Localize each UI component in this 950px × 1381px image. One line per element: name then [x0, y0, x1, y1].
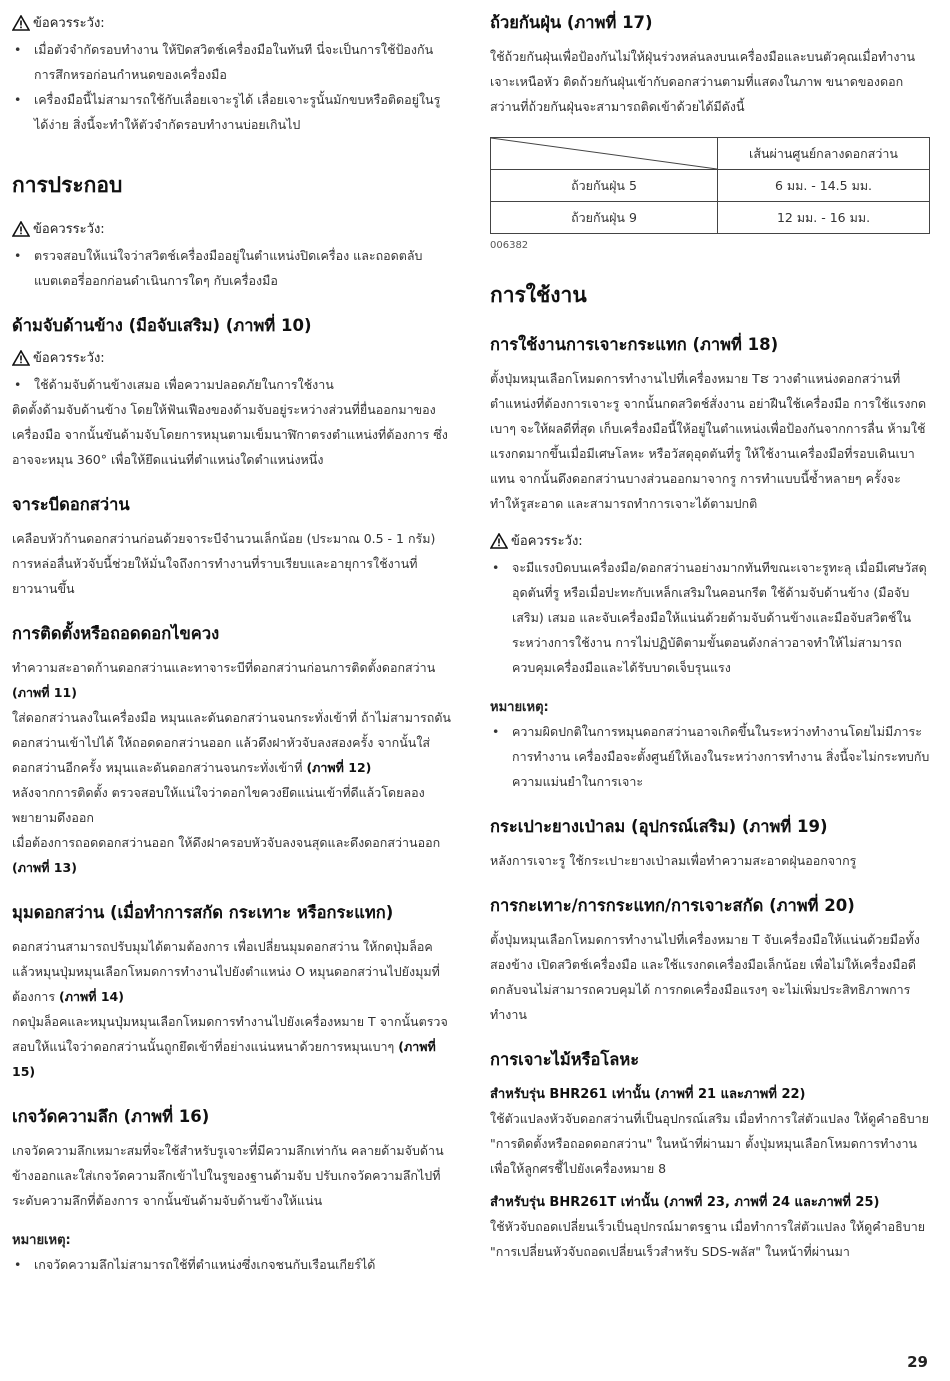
list-item: • จะมีแรงบิดบนเครื่องมือ/ดอกสว่านอย่างมากทันทีขณะเจาะรูทะลุ เมื่อมีเศษวัสดุอุดตันที่รู หรือเมื่อปะทะกับเหล็กเสริมในคอนกรีต ใช้ด้ามจับด้านข้าง (มือจับเสริม) เสมอ และจับเครื่องมือให้แน่นด้วยด้ามจับด้านข้างและมือจับสวิตช์ในระหว่างการใช้งาน การไม่ปฏิบัติตามขั้นตอนดังกล่าวอาจทำให้ไม่สามารถควบคุมเครื่องมือและได้รับบาดเจ็บรุนแรง	[490, 555, 930, 680]
install-bit-title: การติดตั้งหรือถอดดอกไขควง	[12, 624, 220, 643]
model-bhr261-title: สำหรับรุ่น BHR261 เท่านั้น (ภาพที่ 21 และภาพที่ 22)	[490, 1087, 806, 1102]
hammer-title: การใช้งานการเจาะกระแทก (ภาพที่ 18)	[490, 335, 779, 354]
caution-heading	[12, 347, 452, 368]
table-cell: ถ้วยกันฝุ่น 5	[491, 170, 718, 202]
note-label: หมายเหตุ:	[12, 1233, 71, 1248]
depth-gauge-text: เกจวัดความลึกเหมาะสมที่จะใช้สำหรับรูเจาะที่มีความลึกเท่ากัน คลายด้ามจับด้านข้างออกและใส่เกจวัดความลึกเข้าไปในรูของฐานด้ามจับ ปรับเกจวัดความลึกไปที่ระดับความลึกที่ต้องการ จากนั้นขันด้ามจับด้านข้างให้แน่น	[12, 1143, 444, 1208]
table-row	[491, 170, 930, 202]
table-header-cell: เส้นผ่านศูนย์กลางดอกสว่าน	[718, 138, 930, 170]
page-number: 29	[907, 1353, 928, 1371]
caution-list	[12, 372, 452, 397]
install-bit-paragraph: ใส่ดอกสว่านลงในเครื่องมือ หมุนและดันดอกสว่านจนกระทั่งเข้าที่ ถ้าไม่สามารถดันดอกสว่านเข้าไปได้ ให้ถอดดอกสว่านออก แล้วดึงฝาหัวจับลงสองครั้ง จากนั้นใส่ดอกสว่านอีกครั้ง หมุนและดันดอกสว่านจนกระทั่งเข้าที่ (ภาพที่ 12)	[12, 710, 451, 775]
dust-cup-title: ถ้วยกันฝุ่น (ภาพที่ 17)	[490, 13, 653, 32]
bit-angle-title: มุมดอกสว่าน (เมื่อทำการสกัด กระเทาะ หรือกระแทก)	[12, 903, 394, 922]
list-item: • เกจวัดความลึกไม่สามารถใช้ที่ตำแหน่งซึ่งเกจชนกับเรือนเกียร์ได้	[12, 1252, 452, 1277]
model-bhr261t-text: ใช้หัวจับถอดเปลี่ยนเร็วเป็นอุปกรณ์มาตรฐาน เมื่อทำการใส่ตัวแปลง ให้ดูคำอธิบาย "การเปลี่ยนหัวจับถอดเปลี่ยนเร็วสำหรับ SDS-พลัส" ในหน้าที่ผ่านมา	[490, 1219, 926, 1259]
right-column	[490, 10, 930, 1264]
warning-triangle-icon	[12, 350, 30, 366]
hammer-text: ตั้งปุ่มหมุนเลือกโหมดการทำงานไปที่เครื่องหมาย Tຮ วางตำแหน่งดอกสว่านที่ตำแหน่งที่ต้องการเจาะรู จากนั้นกดสวิตช์สั่งงาน อย่าฝืนใช้เครื่องมือ การใช้แรงกดเบาๆ จะให้ผลดีที่สุด เก็บเครื่องมือนี้ให้อยู่ในตำแหน่งเพื่อป้องกันจากการลื่น ห้ามใช้แรงกดมากขึ้นเมื่อมีเศษโลหะ หรือวัสดุอุดตันที่รู ให้ใช้งานเครื่องมือที่รอบเดินเบาแทน จากนั้นดึงดอกสว่านบางส่วนออกมาจากรู การทำแบบนี้ซ้ำหลายๆ ครั้งจะทำให้รูสะอาด และสามารถทำการเจาะได้ตามปกติ	[490, 371, 927, 511]
dust-cup-text: ใช้ถ้วยกันฝุ่นเพื่อป้องกันไม่ให้ฝุ่นร่วงหล่นลงบนเครื่องมือและบนตัวคุณเมื่อทำงานเจาะเหนือหัว ติดถ้วยกันฝุ่นเข้ากับดอกสว่านตามที่แสดงในภาพ ขนาดของดอกสว่านที่ถ้วยกันฝุ่นจะสามารถติดเข้าด้วยได้มีดังนี้	[490, 49, 916, 114]
list-item: • ความผิดปกติในการหมุนดอกสว่านอาจเกิดขึ้นในระหว่างทำงานโดยไม่มีภาระการทำงาน เครื่องมือจะตั้งศูนย์ให้เองในระหว่างการทำงาน สิ่งนี้จะไม่กระทบกับความแม่นยำในการเจาะ	[490, 719, 930, 794]
blow-bulb-title: กระเปาะยางเป่าลม (อุปกรณ์เสริม) (ภาพที่ 19)	[490, 817, 828, 836]
note-label: หมายเหตุ:	[490, 700, 549, 715]
warning-triangle-icon	[12, 221, 30, 237]
list-item: • เมื่อตัวจำกัดรอบทำงาน ให้ปิดสวิตช์เครื่องมือในทันที นี่จะเป็นการใช้ป้องกันการสึกหรอก่อนกำหนดของเครื่องมือ	[12, 37, 452, 87]
side-grip-text: ติดตั้งด้ามจับด้านข้าง โดยให้ฟันเฟืองของด้ามจับอยู่ระหว่างส่วนที่ยื่นออกมาของเครื่องมือ จากนั้นขันด้ามจับโดยการหมุนตามเข็มนาฬิกาตรงตำแหน่งที่ต้องการ ซึ่งอาจจะหมุน 360° เพื่อให้ยึดแน่นที่ตำแหน่งใดตำแหน่งหนึ่ง	[12, 402, 448, 467]
caution-list	[12, 243, 452, 293]
figure-code: 006382	[490, 240, 529, 251]
table-cell: 6 มม. - 14.5 มม.	[718, 170, 930, 202]
model-bhr261t-title: สำหรับรุ่น BHR261T เท่านั้น (ภาพที่ 23, ภาพที่ 24 และภาพที่ 25)	[490, 1195, 880, 1210]
diagonal-line	[491, 138, 717, 169]
caution-list	[12, 37, 452, 137]
install-bit-paragraph: เมื่อต้องการถอดดอกสว่านออก ให้ดึงฝาครอบหัวจับลงจนสุดและดึงดอกสว่านออก (ภาพที่ 13)	[12, 835, 441, 875]
caution-list	[490, 555, 930, 680]
blow-bulb-text: หลังการเจาะรู ใช้กระเปาะยางเป่าลมเพื่อทำความสะอาดฝุ่นออกจากรู	[490, 853, 857, 868]
warning-triangle-icon	[12, 15, 30, 31]
list-item: • ตรวจสอบให้แน่ใจว่าสวิตช์เครื่องมืออยู่ในตำแหน่งปิดเครื่อง และถอดตลับแบตเตอรี่ออกก่อนดำเนินการใดๆ กับเครื่องมือ	[12, 243, 452, 293]
assembly-title: การประกอบ	[12, 173, 123, 197]
caution-heading	[12, 12, 452, 33]
chipping-text: ตั้งปุ่มหมุนเลือกโหมดการทำงานไปที่เครื่องหมาย T จับเครื่องมือให้แน่นด้วยมือทั้งสองข้าง เปิดสวิตช์เครื่องมือ และใช้แรงกดเครื่องมือเล็กน้อย เพื่อไม่ให้เครื่องมือดีดกลับจนไม่สามารถควบคุมได้ การกดเครื่องมือแรงๆ จะไม่เพิ่มประสิทธิภาพการทำงาน	[490, 932, 920, 1022]
caution-label: ข้อควรระวัง:	[511, 534, 583, 549]
caution-label: ข้อควรระวัง:	[33, 16, 105, 31]
caution-label: ข้อควรระวัง:	[33, 222, 105, 237]
operation-title: การใช้งาน	[490, 283, 587, 307]
note-list	[490, 719, 930, 794]
warning-triangle-icon	[490, 533, 508, 549]
grease-text: เคลือบหัวก้านดอกสว่านก่อนด้วยจาระบีจำนวนเล็กน้อย (ประมาณ 0.5 - 1 กรัม) การหล่อลื่นหัวจับนี้ช่วยให้มั่นใจถึงการทำงานที่ราบเรียบและอายุการใช้งานที่ยาวนานขึ้น	[12, 531, 436, 596]
bit-angle-paragraph: ดอกสว่านสามารถปรับมุมได้ตามต้องการ เพื่อเปลี่ยนมุมดอกสว่าน ให้กดปุ่มล็อคแล้วหมุนปุ่มหมุนเลือกโหมดการทำงานไปยังตำแหน่ง O หมุนดอกสว่านไปยังมุมที่ต้องการ (ภาพที่ 14)	[12, 939, 440, 1004]
note-list	[12, 1252, 452, 1277]
bit-angle-paragraph: กดปุ่มล็อคและหมุนปุ่มหมุนเลือกโหมดการทำงานไปยังเครื่องหมาย T จากนั้นตรวจสอบให้แน่ใจว่าดอกสว่านนั้นถูกยึดเข้าที่อย่างแน่นหนาด้วยการหมุนเบาๆ (ภาพที่ 15)	[12, 1014, 448, 1079]
side-grip-title: ด้ามจับด้านข้าง (มือจับเสริม) (ภาพที่ 10)	[12, 316, 312, 335]
install-bit-paragraph: หลังจากการติดตั้ง ตรวจสอบให้แน่ใจว่าดอกไขควงยึดแน่นเข้าที่ดีแล้วโดยลองพยายามดึงออก	[12, 785, 425, 825]
chipping-title: การกะเทาะ/การกระแทก/การเจาะสกัด (ภาพที่ 20)	[490, 896, 855, 915]
caution-heading	[12, 218, 452, 239]
grease-title: จาระบีดอกสว่าน	[12, 495, 130, 514]
caution-heading	[490, 530, 930, 551]
list-item: • เครื่องมือนี้ไม่สามารถใช้กับเลื่อยเจาะรูได้ เลื่อยเจาะรูนั้นมักขบหรือติดอยู่ในรูได้ง่าย สิ่งนี้จะทำให้ตัวจำกัดรอบทำงานบ่อยเกินไป	[12, 87, 452, 137]
table-row	[491, 138, 930, 170]
dust-cup-table	[490, 137, 930, 234]
left-column	[12, 10, 452, 1277]
list-item: • ใช้ด้ามจับด้านข้างเสมอ เพื่อความปลอดภัยในการใช้งาน	[12, 372, 452, 397]
caution-label: ข้อควรระวัง:	[33, 351, 105, 366]
install-bit-paragraph: ทำความสะอาดก้านดอกสว่านและทาจาระบีที่ดอกสว่านก่อนการติดตั้งดอกสว่าน (ภาพที่ 11)	[12, 660, 436, 700]
table-row	[491, 202, 930, 234]
model-bhr261-text: ใช้ตัวแปลงหัวจับดอกสว่านที่เป็นอุปกรณ์เสริม เมื่อทำการใส่ตัวแปลง ให้ดูคำอธิบาย "การติดตั้งหรือถอดดอกสว่าน" ในหน้าที่ผ่านมา ตั้งปุ่มหมุนเลือกโหมดการทำงานเพื่อให้ลูกศรชี้ไปยังเครื่องหมาย 8	[490, 1111, 929, 1176]
depth-gauge-title: เกจวัดความลึก (ภาพที่ 16)	[12, 1107, 210, 1126]
table-corner-cell	[491, 138, 718, 170]
wood-metal-title: การเจาะไม้หรือโลหะ	[490, 1050, 640, 1069]
table-cell: ถ้วยกันฝุ่น 9	[491, 202, 718, 234]
table-cell: 12 มม. - 16 มม.	[718, 202, 930, 234]
